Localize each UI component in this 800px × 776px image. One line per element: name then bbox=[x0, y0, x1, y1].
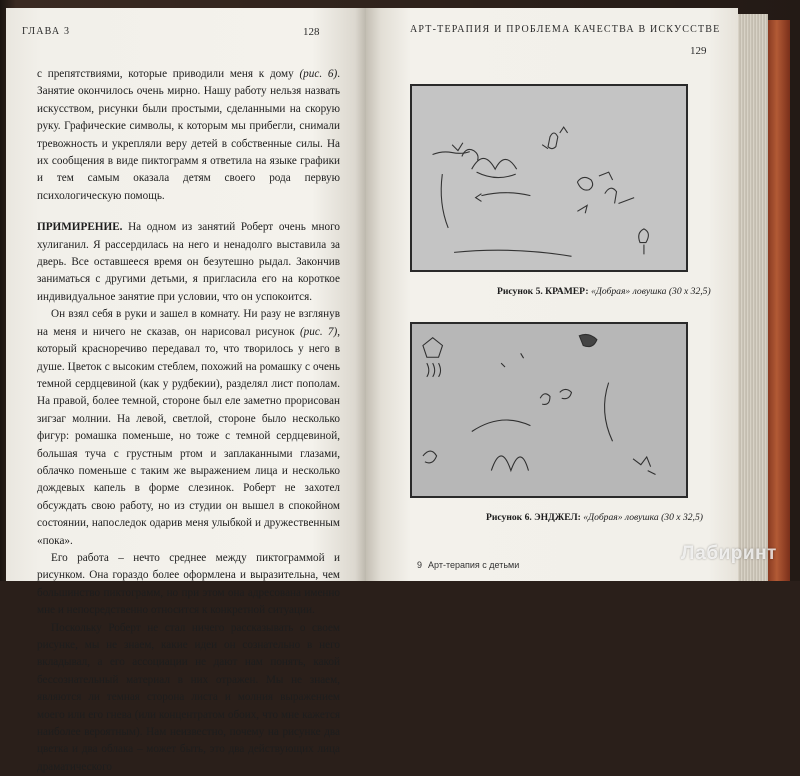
right-running-head: АРТ-ТЕРАПИЯ И ПРОБЛЕМА КАЧЕСТВА В ИСКУССТВЕ bbox=[410, 24, 721, 35]
section-heading: ПРИМИРЕНИЕ. bbox=[37, 221, 123, 234]
page-footer bbox=[417, 560, 519, 570]
book-cover-edge bbox=[768, 20, 790, 581]
left-page-number: 128 bbox=[303, 26, 320, 38]
paragraph-3: Он взял себя в руки и зашел в комнату. Ни разу не взглянув на меня и ничего не сказав, он нарисовал рисунок (рис. 7), который красноречиво передавал то, что творилось у него в душе. Цветок с высоким стеблем, похожий на ромашку с очень темной сердцевиной (как у рудбекии), разделял лист пополам. На правой, более темной, стороне был еле заметно прорисован зигзаг молнии. На левой, светлой, стороне было несколько фигур: ромашка поменьше, но тоже с темной сердцевиной, большая туча с грустным ртом и заплаканными глазами, облачко поменьше с таким же выражением лица и несколько дождевых капель в форме слезинок. Роберт не захотел обсуждать свою работу, но из студии он вышел в спокойном состоянии, напоследок одарив меня улыбкой и дружественным «пока». bbox=[37, 308, 340, 547]
page-edges bbox=[738, 14, 768, 581]
figure-6-drawing bbox=[410, 322, 688, 498]
right-page-number: 129 bbox=[690, 45, 707, 57]
footer-signature-number: 9 bbox=[417, 560, 423, 570]
drawing-sketch-1 bbox=[412, 86, 686, 270]
watermark-logo: Лабиринт bbox=[681, 543, 777, 564]
figure-6-caption: Рисунок 6. ЭНДЖЕЛ: «Добрая» ловушка (30 х 32,5) bbox=[486, 512, 703, 523]
paragraph-1: с препятствиями, которые приводили меня к дому (рис. 6). Занятие окончилось очень мирно. Нашу работу нельзя назвать искусством, рисунки были простыми, сделанными на скорую руку. Графические символы, к которым мы прибегли, снимали тревожность и укрепляли веру детей в собственные силы. На их сообщения в виде пиктограмм я ответила на языке графики и тем самым оказала детям своего рода первую психологическую помощь. bbox=[37, 68, 340, 202]
paragraph-5: Поскольку Роберт не стал ничего рассказывать о своем рисунке, мы не знаем, какие идеи он сознательно в него вкладывал, а его ассоциации не дают нам понять, какой бессознательный материал в них отражен. Мы не знаем, являются ли темная сторона листа и молния выражением моего или его гнева (или концентратом обоих, что мне кажется наиболее вероятным). Нам неизвестно, почему на рисунке два цветка и два облака – может быть, это два действующих лица драматического bbox=[37, 621, 340, 773]
left-running-head: ГЛАВА 3 bbox=[22, 26, 71, 37]
figure-5-caption: Рисунок 5. КРАМЕР: «Добрая» ловушка (30 х 32,5) bbox=[497, 286, 711, 297]
drawing-sketch-2 bbox=[412, 324, 686, 496]
left-text-column bbox=[37, 66, 340, 776]
footer-title: Арт-терапия с детьми bbox=[428, 560, 520, 570]
paragraph-2: ПРИМИРЕНИЕ. На одном из занятий Роберт очень много хулиганил. Я рассердилась на него и ненадолго выставила за дверь. Все оставшееся время он безутешно рыдал. Закончив заниматься с другими детьми, я пригласила его на короткое индивидуальное занятие при условии, что он успокоится. bbox=[37, 221, 340, 303]
paragraph-4: Его работа – нечто среднее между пиктограммой и рисунком. Она гораздо более оформлена и выразительна, чем большинство пиктограмм, но при этом она адресована именно мне и непосредственно относится к конкретной ситуации. bbox=[37, 551, 340, 617]
figure-5-drawing bbox=[410, 84, 688, 272]
